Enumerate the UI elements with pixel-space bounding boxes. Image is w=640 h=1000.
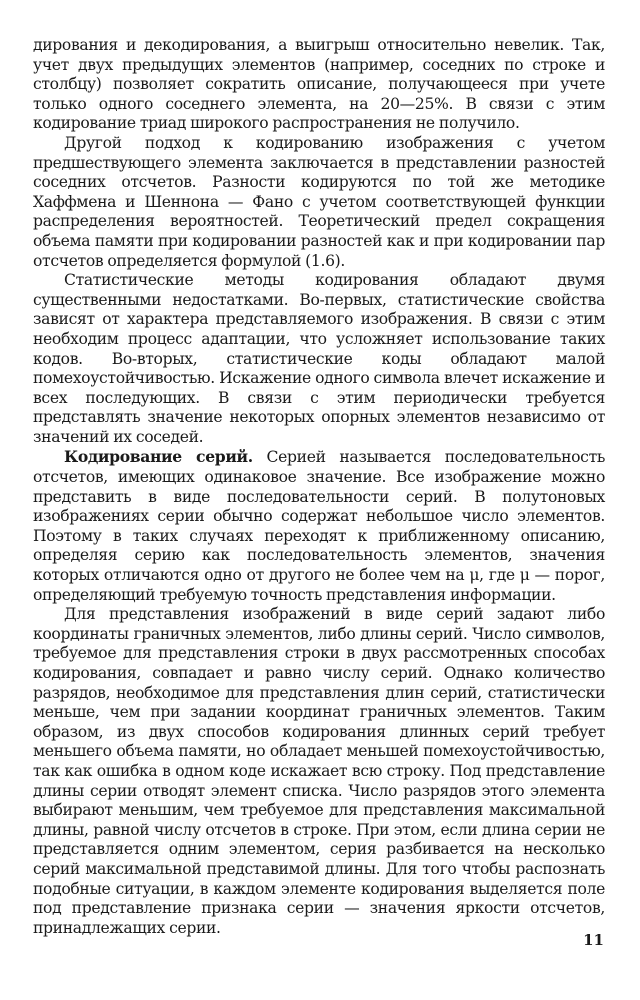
paragraph-difference-coding: Другой подход к кодированию изображения с учетом предшествующего элемента заключается в представлении разностей соседних отсчетов. Разности кодируются по той же методике Хаффмена и Шеннона — Фано с учетом соответствующей функции распределения вероятностей. Теоретический предел сокращения объема памяти при кодировании разностей как и при кодировании пар отсчетов определяется формулой (1.6). (33, 133, 605, 270)
paragraph-run-coding (33, 447, 605, 605)
paragraph-run-representation: Для представления изображений в виде серий задают либо координаты граничных элементов, либо длины серий. Число символов, требуемое для представления строки в двух рассмотренных способах кодирования, совпадает и равно числу серий. Однако количество разрядов, необходимое для представления длин серий, статистически меньше, чем при задании координат граничных элементов. Таким образом, из двух способов кодирования длинных серий требует меньшего объема памяти, но обладает меньшей помехоустойчивостью, так как ошибка в одном коде искажает всю строку. Под представление длины серии отводят элемент списка. Число разрядов этого элемента выбирают меньшим, чем требуемое для представления максимальной длины, равной числу отсчетов в строке. При этом, если длина серии не представляется одним элементом, серия разбивается на несколько серий максимальной представимой длины. Для того чтобы распознать подобные ситуации, в каждом элементе кодирования выделяется поле под представление признака серии — значения яркости отсчетов, принадлежащих серии. (33, 605, 605, 937)
page-body (33, 36, 605, 938)
page-number: 11 (583, 931, 604, 949)
paragraph-continuation: дирования и декодирования, а выигрыш относительно невелик. Так, учет двух предыдущих элементов (например, соседних по строке и столбцу) позволяет сократить описание, получающееся при учете только одного соседнего элемента, на 20—25%. В связи с этим кодирование триад широкого распространения не получило. (33, 36, 605, 133)
paragraph-run-coding-text: Серией называется последовательность отсчетов, имеющих одинаковое значение. Все изображение можно представить в виде последовательности серий. В полутоновых изображениях серии обычно содержат небольшое число элементов. Поэтому в таких случаях переходят к приближенному описанию, определяя серию как последовательность элементов, значения которых отличаются одно от другого не более чем на μ, где μ — порог, определяющий требуемую точность представления информации. (33, 448, 605, 604)
paragraph-statistical-drawbacks: Статистические методы кодирования обладают двумя существенными недостатками. Во-первых, статистические свойства зависят от характера представляемого изображения. В связи с этим необходим процесс адаптации, что усложняет использование таких кодов. Во-вторых, статистические коды обладают малой помехоустойчивостью. Искажение одного символа влечет искажение и всех последующих. В связи с этим периодически требуется представлять значение некоторых опорных элементов независимо от значений их соседей. (33, 271, 605, 446)
run-in-heading: Кодирование серий. (64, 447, 253, 467)
